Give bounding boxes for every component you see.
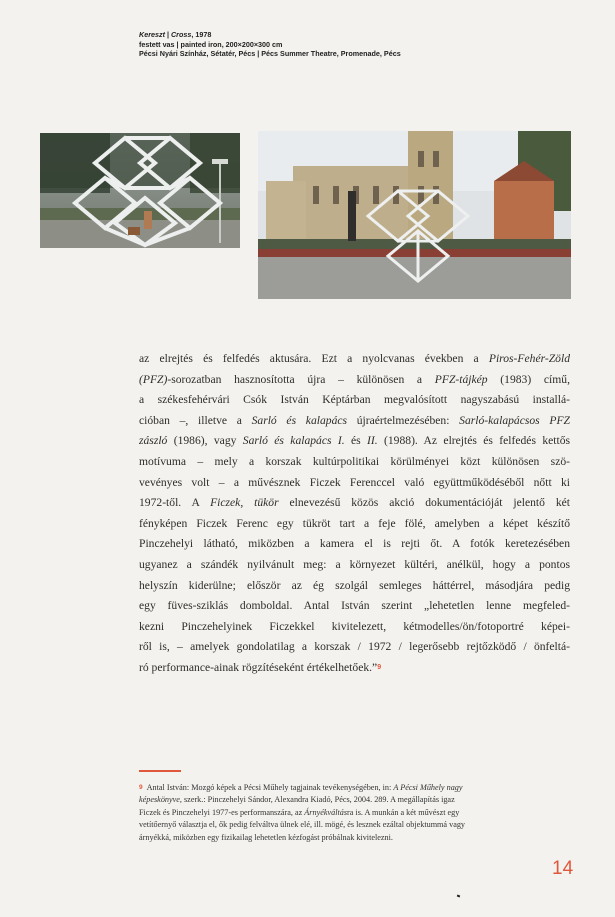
body-line: [139, 370, 570, 391]
footnote-text: Ficzek és Pinczehelyi 1977-es performanszára, az: [139, 807, 305, 817]
body-italic-text: Sarló és kalapács I.: [242, 434, 345, 448]
body-line: [139, 514, 570, 535]
body-text: cióban –, illetve a: [139, 413, 252, 427]
body-text: az elrejtés és felfedés aktusára. Ezt a nyolcvanas években a: [139, 352, 489, 365]
body-text: újraértelmezésében:: [347, 413, 460, 427]
body-text: (1988). Az elrejtés és felfedés kettős: [377, 434, 570, 448]
body-text: -sorozatban hasznosította újra – különösen a: [167, 372, 435, 386]
body-text: Pinczehelyi látható, miközben a kamera el is rejti őt. A fotók keretezésében: [139, 537, 570, 551]
body-line: [139, 658, 570, 679]
body-text: fényképen Ficzek Ferenc egy tükröt tart a feje fölé, amelyben a képet készítő: [139, 516, 570, 530]
body-text: (1986), vagy: [167, 434, 243, 448]
footnote-line: [139, 832, 570, 844]
footnote-line: [139, 782, 570, 794]
body-line: [139, 452, 570, 473]
body-text: kezni Pinczehelyinek Ficzekkel kivitelezett, kétmodelles/ön/fotoportré képei-: [139, 619, 570, 633]
footnote-divider: [139, 770, 181, 772]
caption-location: Pécsi Nyári Színház, Sétatér, Pécs | Pécs Summer Theatre, Promenade, Pécs: [139, 49, 401, 59]
footnote-text: ra is. A munkán a két művészt egy: [347, 807, 460, 817]
footnote-italic-text: A Pécsi Műhely nagy: [393, 783, 463, 792]
footnote-line: [139, 807, 570, 819]
body-text: helyszín kiderülne; először az ég szolgál semleges háttérrel, másodjára pedig: [139, 578, 570, 592]
footnote-text: , szerk.: Pinczehelyi Sándor, Alexandra Kiadó, Pécs, 2004. 289. A megállapítás igaz: [179, 795, 455, 805]
photo-cross-sculpture-square: [40, 133, 240, 248]
footnote-reference: 9: [377, 663, 382, 671]
caption-material: festett vas | painted iron, 200×200×300 cm: [139, 39, 283, 49]
caption-title-line: [139, 30, 401, 40]
body-text: ró performance-ainak rögzítéseként értékelhetőek.”: [139, 660, 378, 674]
body-text: ről is, – amelyek gondolatilag a korszak / 1972 / legerősebb rejtőzködő / önfeltá-: [139, 640, 570, 654]
footnote-text: árnyékká, miközben egy fizikailag lehetetlen kézfogást próbálnak kivitelezni.: [139, 832, 393, 842]
footnote: [139, 782, 570, 844]
body-text: vevényes volt – a művésznek Ficzek Ferenccel való együttműködéséből nőtt ki: [139, 475, 570, 489]
body-text: [139, 349, 570, 679]
print-speck: [457, 895, 461, 898]
caption-title-en: Cross: [170, 30, 192, 39]
body-italic-text: Ficzek, tükör: [210, 496, 279, 510]
body-text: (1983) című,: [487, 372, 570, 386]
footnote-italic-text: Árnyékváltás: [304, 807, 348, 817]
body-text: a székesfehérvári Csók István Képtárban megvalósított nagyszabású installá-: [139, 393, 570, 407]
footnote-line: [139, 794, 570, 806]
body-italic-text: Piros-Fehér-Zöld: [488, 352, 570, 365]
body-italic-text: zászló: [139, 434, 168, 448]
footnote-text: Antal István: Mozgó képek a Pécsi Műhely tagjainak tevékenységében, in:: [146, 783, 394, 792]
body-text: elnevezésű közös akció dokumentációját jelentő két: [278, 496, 570, 510]
footnote-line: [139, 819, 570, 831]
body-line: [139, 596, 570, 617]
body-line: [139, 555, 570, 576]
body-italic-text: II.: [367, 434, 378, 448]
body-italic-text: Sarló-kalapácsos PFZ: [459, 413, 570, 427]
body-line: [139, 534, 570, 555]
body-line: [139, 349, 570, 370]
footnote-text: vetítőernyő választja el, ők pedig felváltva ülnek elé, ill. mögé, és lesznek ezáltal objektummá vagy: [139, 820, 466, 830]
body-line: [139, 390, 570, 411]
body-text: egy füves-sziklás domboldal. Antal István szerint „lehetetlen lenne megfeled-: [139, 599, 570, 613]
photo-cross-sculpture-cathedral: [258, 131, 571, 299]
footnote-number: 9: [139, 784, 143, 791]
body-text: 1972-től. A: [139, 496, 211, 510]
body-line: [139, 576, 570, 597]
caption-title-hu: Kereszt: [139, 30, 165, 39]
body-text: ugyanez a szándék nyilvánult meg: a környezet kültéri, anélkül, hogy a pontos: [139, 557, 570, 571]
body-line: [139, 617, 570, 638]
caption-year: , 1978: [191, 30, 212, 39]
body-italic-text: PFZ-tájkép: [434, 372, 488, 386]
body-text: és: [344, 434, 368, 448]
caption-separator: |: [164, 30, 171, 39]
body-italic-text: (PFZ): [139, 372, 168, 386]
image-caption: [139, 30, 401, 59]
body-text: motívuma – mely a korszak kultúrpolitikai körülményei közt különösen szö-: [139, 454, 570, 468]
body-line: [139, 411, 570, 432]
body-line: [139, 637, 570, 658]
body-italic-text: Sarló és kalapács: [251, 413, 348, 427]
body-line: [139, 493, 570, 514]
page-number: 14: [552, 858, 574, 879]
footnote-italic-text: képeskönyve: [139, 795, 180, 805]
body-line: [139, 473, 570, 494]
body-line: [139, 431, 570, 452]
